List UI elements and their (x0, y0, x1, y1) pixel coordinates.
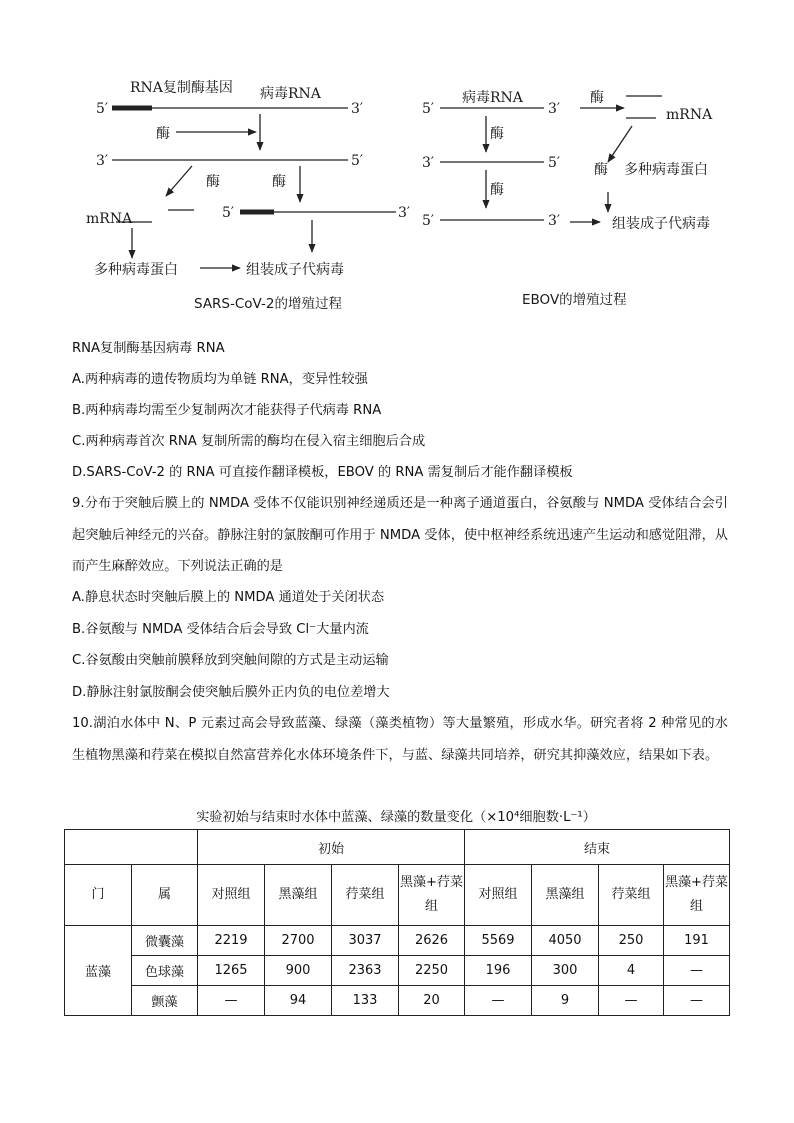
table-row (65, 956, 730, 986)
sars-arrow-transcribe (166, 166, 192, 196)
value-cell: 1265 (198, 956, 265, 986)
sars-viral-rna-label: 病毒RNA (260, 86, 321, 102)
table-caption: 实验初始与结束时水体中蓝藻、绿藻的数量变化（×10⁴细胞数·L⁻¹） (196, 810, 596, 825)
value-cell: 2626 (399, 926, 465, 956)
header-genus: 属 (132, 865, 198, 926)
table-header-row-1 (65, 830, 730, 865)
header-start-hydrilla: 黑藻组 (265, 865, 332, 926)
value-cell: — (599, 986, 664, 1016)
sars-5prime-bottom: 5′ (222, 205, 235, 221)
sars-caption: SARS-CoV-2的增殖过程 (194, 296, 342, 312)
sars-proteins-label: 多种病毒蛋白 (94, 262, 178, 278)
q9-option-c: C.谷氨酸由突触前膜释放到突触间隙的方式是主动运输 (72, 653, 389, 668)
value-cell: 4 (599, 956, 664, 986)
header-end-hydrilla: 黑藻组 (532, 865, 599, 926)
q10-stem: 10.湖泊水体中 N、P 元素过高会导致蓝藻、绿藻（藻类植物）等大量繁殖，形成水华。研究者将 2 种常见的水生植物黑藻和荇菜在模拟自然富营养化水体环境条件下，与蓝、绿藻共同培养，研究其抑藻效应，结果如下表。 (72, 716, 728, 763)
ebov-enzyme-label-3: 酶 (594, 162, 608, 178)
value-cell: 2219 (198, 926, 265, 956)
header-end-combined: 黑藻+荇菜组 (664, 865, 730, 926)
value-cell: 94 (265, 986, 332, 1016)
q8-option-b: B.两种病毒均需至少复制两次才能获得子代病毒 RNA (72, 403, 382, 418)
value-cell: 300 (532, 956, 599, 986)
table-header-row-2 (65, 865, 730, 926)
ebov-5prime-mid: 5′ (548, 155, 561, 171)
sars-5prime-mid: 5′ (351, 153, 364, 169)
value-cell: 3037 (332, 926, 399, 956)
genus-cell: 微囊藻 (132, 926, 198, 956)
value-cell: 191 (664, 926, 730, 956)
ebov-mrna-label: mRNA (666, 107, 713, 123)
value-cell: 5569 (465, 926, 532, 956)
value-cell: 9 (532, 986, 599, 1016)
sars-3prime-mid: 3′ (96, 153, 109, 169)
value-cell: 196 (465, 956, 532, 986)
phylum-cell: 蓝藻 (65, 926, 132, 1016)
q9-option-d: D.静脉注射氯胺酮会使突触后膜外正内负的电位差增大 (72, 685, 390, 700)
value-cell: 2700 (265, 926, 332, 956)
header-start: 初始 (198, 830, 465, 865)
header-start-control: 对照组 (198, 865, 265, 926)
sars-assemble-label: 组装成子代病毒 (246, 262, 344, 278)
q8-option-c: C.两种病毒首次 RNA 复制所需的酶均在侵入宿主细胞后合成 (72, 434, 426, 449)
genus-cell: 颤藻 (132, 986, 198, 1016)
ebov-caption: EBOV的增殖过程 (522, 292, 627, 308)
header-end: 结束 (465, 830, 730, 865)
diagram-svg (60, 62, 740, 324)
table-row (65, 926, 730, 956)
header-start-combined: 黑藻+荇菜组 (399, 865, 465, 926)
ebov-enzyme-label-4: 酶 (490, 182, 504, 198)
value-cell: 133 (332, 986, 399, 1016)
diagram-alt-text: RNA复制酶基因病毒 RNA (72, 341, 225, 356)
algae-count-table (64, 829, 730, 1016)
ebov-enzyme-label-2: 酶 (490, 126, 504, 142)
value-cell: — (198, 986, 265, 1016)
table-corner-cell (65, 830, 198, 865)
ebov-enzyme-label-1: 酶 (590, 90, 604, 106)
q9-option-a: A.静息状态时突触后膜上的 NMDA 通道处于关闭状态 (72, 590, 385, 605)
q9-stem: 9.分布于突触后膜上的 NMDA 受体不仅能识别神经递质还是一种离子通道蛋白，谷氨酸与 NMDA 受体结合会引起突触后神经元的兴奋。静脉注射的氯胺酮可作用于 NMDA 受体，使中枢神经系统迅速产生运动和感觉阻滞，从而产生麻醉效应。下列说法正确的是 (72, 496, 728, 574)
ebov-arrow-translate (608, 126, 632, 162)
header-phylum: 门 (65, 865, 132, 926)
ebov-proteins-label: 多种病毒蛋白 (624, 162, 708, 178)
ebov-assemble-label: 组装成子代病毒 (612, 216, 710, 232)
sars-enzyme-label-2: 酶 (206, 174, 220, 190)
q8-option-a: A.两种病毒的遗传物质均为单链 RNA，变异性较强 (72, 372, 368, 387)
header-end-nymphoides: 荇菜组 (599, 865, 664, 926)
value-cell: 20 (399, 986, 465, 1016)
ebov-3prime-top: 3′ (548, 101, 561, 117)
sars-5prime-top: 5′ (96, 101, 109, 117)
value-cell: 2250 (399, 956, 465, 986)
value-cell: — (465, 986, 532, 1016)
ebov-3prime-bottom: 3′ (548, 213, 561, 229)
ebov-viral-rna-label: 病毒RNA (462, 90, 523, 106)
virus-replication-diagram (60, 62, 740, 324)
ebov-5prime-bottom: 5′ (422, 213, 435, 229)
ebov-5prime-top: 5′ (422, 101, 435, 117)
sars-3prime-bottom: 3′ (398, 205, 411, 221)
value-cell: — (664, 956, 730, 986)
sars-gene-label: RNA复制酶基因 (130, 80, 233, 96)
value-cell: — (664, 986, 730, 1016)
sars-enzyme-label-3: 酶 (272, 174, 286, 190)
sars-enzyme-label-1: 酶 (156, 126, 170, 142)
ebov-3prime-mid: 3′ (422, 155, 435, 171)
value-cell: 2363 (332, 956, 399, 986)
sars-mrna-label: mRNA (86, 211, 133, 227)
q9-option-b: B.谷氨酸与 NMDA 受体结合后会导致 Cl⁻大量内流 (72, 622, 369, 637)
header-start-nymphoides: 荇菜组 (332, 865, 399, 926)
value-cell: 250 (599, 926, 664, 956)
value-cell: 900 (265, 956, 332, 986)
sars-3prime-top: 3′ (351, 101, 364, 117)
table-row (65, 986, 730, 1016)
header-end-control: 对照组 (465, 865, 532, 926)
value-cell: 4050 (532, 926, 599, 956)
genus-cell: 色球藻 (132, 956, 198, 986)
q8-option-d: D.SARS-CoV-2 的 RNA 可直接作翻译模板，EBOV 的 RNA 需复制后才能作翻译模板 (72, 465, 573, 480)
